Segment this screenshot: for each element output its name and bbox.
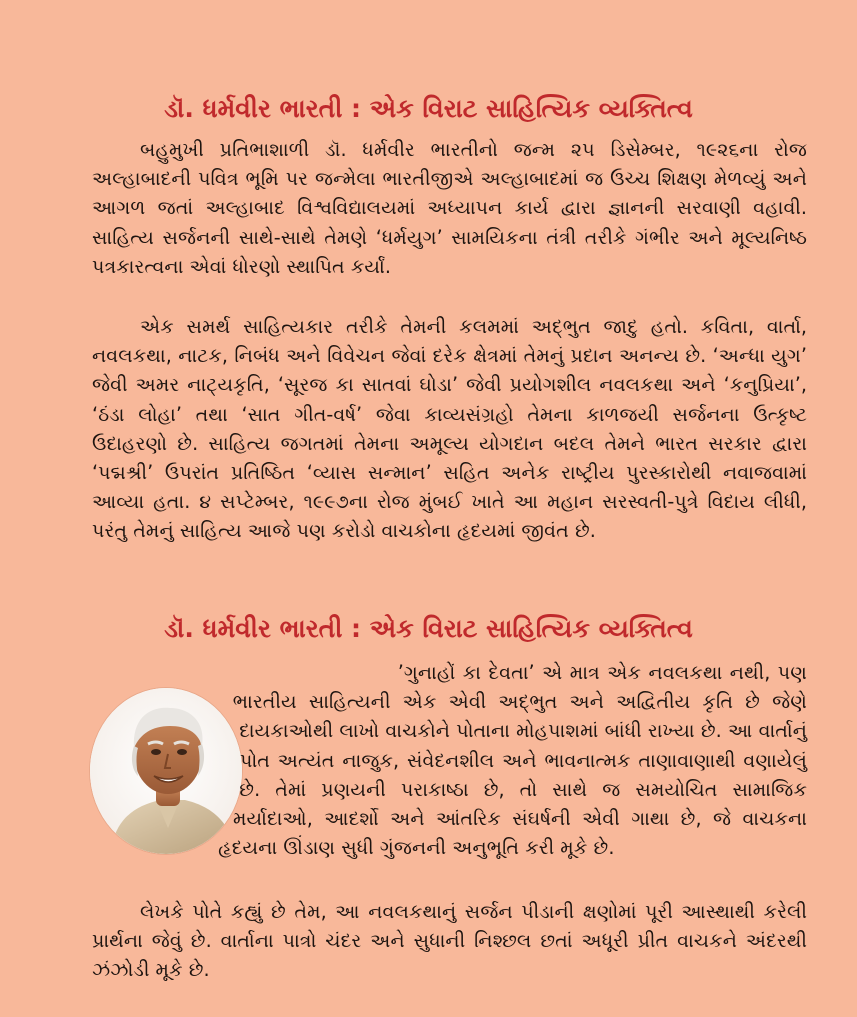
section-2-paragraph-1: [92, 658, 807, 863]
section-2-heading: ડૉ. ધર્મવીર ભારતી : એક વિરાટ સાહિત્યિક વ્યક્તિત્વ: [164, 614, 693, 643]
section-2-paragraph-1-text: ’ગુનાહોં કા દેવતા’ એ માત્ર એક નવલકથા નથી, પણ ભારતીય સાહિત્યની એક એવી અદ્‌ભુત અને અદ્વિતીય કૃતિ છે જેણે દાયકાઓથી લાખો વાચકોને પોતાના મોહપાશમાં બાંધી રાખ્યા છે. આ વાર્તાનું પોત અત્યંત નાજુક, સંવેદનશીલ અને ભાવનાત્મક તાણાવાણાથી વણાયેલું છે. તેમાં પ્રણયની પરાકાષ્ઠા છે, તો સાથે જ સમયોચિત સામાજિક મર્યાદાઓ, આદર્શો અને આંતરિક સંઘર્ષની એવી ગાથા છે, જે વાચકના હૃદયના ઊંડાણ સુધી ગુંજનની અનુભૂતિ કરી મૂકે છે.: [218, 661, 807, 860]
section-1-paragraph-1: બહુમુખી પ્રતિભાશાળી ડૉ. ધર્મવીર ભારતીનો જન્મ ૨૫ ડિસેમ્બર, ૧૯૨૬ના રોજ અલ્હાબાદની પવિત્ર ભૂમિ પર જન્મેલા ભારતીજીએ અલ્હાબાદમાં જ ઉચ્ચ શિક્ષણ મેળવ્યું અને આગળ જતાં અલ્હાબાદ વિશ્વવિદ્યાલયમાં અધ્યાપન કાર્ય દ્વારા જ્ઞાનની સરવાણી વહાવી. સાહિત્ય સર્જનની સાથે-સાથે તેમણે ‘ધર્મયુગ’ સામયિકના તંત્રી તરીકે ગંભીર અને મૂલ્યનિષ્ઠ પત્રકારત્વના એવાં ધોરણો સ્થાપિત કર્યાં.: [92, 138, 807, 278]
section-1-paragraph-2: એક સમર્થ સાહિત્યકાર તરીકે તેમની કલમમાં અદ્‌ભુત જાદુ હતો. કવિતા, વાર્તા, નવલકથા, નાટક, નિબંધ અને વિવેચન જેવાં દરેક ક્ષેત્રમાં તેમનું પ્રદાન અનન્ય છે. ‘અન્ધા યુગ’ જેવી અમર નાટ્યકૃતિ, ‘સૂરજ કા સાતવાં ઘોડા’ જેવી પ્રયોગશીલ નવલકથા અને ‘કનુપ્રિયા’, ‘ઠંડા લોહા’ તથા ‘સાત ગીત-વર્ષ’ જેવા કાવ્યસંગ્રહો તેમના કાળજયી સર્જનના ઉત્કૃષ્ટ ઉદાહરણો છે. સાહિત્ય જગતમાં તેમના અમૂલ્ય યોગદાન બદલ તેમને ભારત સરકાર દ્વારા ‘પદ્મશ્રી’ ઉપરાંત પ્રતિષ્ઠિત ‘વ્યાસ સન્માન’ સહિત અનેક રાષ્ટ્રીય પુરસ્કારોથી નવાજવામાં આવ્યા હતા. ૪ સપ્ટેમ્બર, ૧૯૯૭ના રોજ મુંબઈ ખાતે આ મહાન સરસ્વતી-પુત્રે વિદાય લીધી, પરંતુ તેમનું સાહિત્ય આજે પણ કરોડો વાચકોના હૃદયમાં જીવંત છે.: [92, 315, 807, 543]
section-2-paragraph-2: લેખકે પોતે કહ્યું છે તેમ, આ નવલકથાનું સર્જન પીડાની ક્ષણોમાં પૂરી આસ્થાથી કરેલી પ્રાર્થના જેવું છે. વાર્તાના પાત્રો ચંદર અને સુધાની નિશ્છલ છતાં અધૂરી પ્રીત વાચકને અંદરથી ઝંઝોડી મૂકે છે.: [92, 900, 807, 982]
section-1-heading: ડૉ. ધર્મવીર ભારતી : એક વિરાટ સાહિત્યિક વ્યક્તિત્વ: [164, 94, 693, 123]
